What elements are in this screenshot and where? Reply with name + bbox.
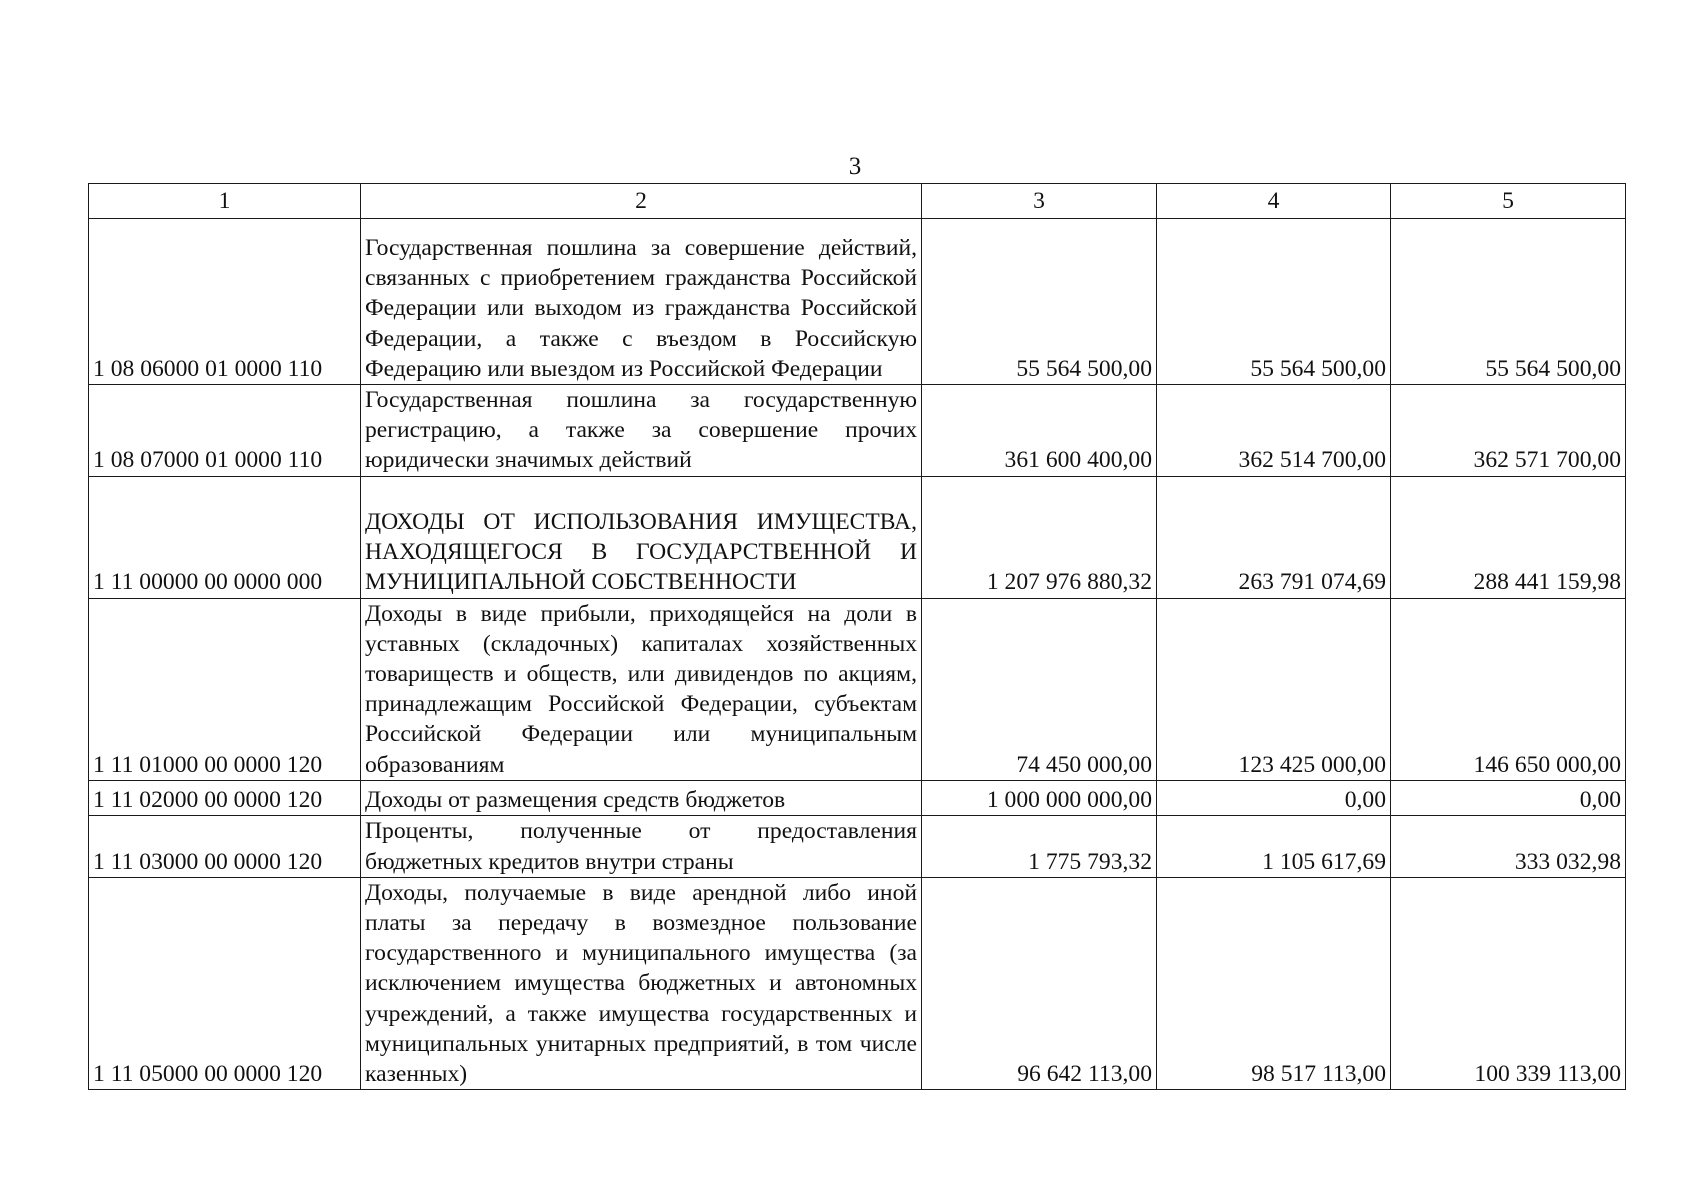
amount-col4: 55 564 500,00 (1157, 219, 1391, 385)
amount-col5: 0,00 (1391, 780, 1626, 815)
table-row (89, 219, 1626, 385)
budget-code: 1 11 02000 00 0000 120 (89, 780, 361, 815)
column-header-2: 2 (361, 184, 922, 219)
income-description: ДОХОДЫ ОТ ИСПОЛЬЗОВАНИЯ ИМУЩЕСТВА, НАХОДЯЩЕГОСЯ В ГОСУДАРСТВЕННОЙ И МУНИЦИПАЛЬНОЙ СОБСТВЕННОСТИ (361, 476, 922, 598)
column-header-4: 4 (1157, 184, 1391, 219)
income-description: Доходы от размещения средств бюджетов (361, 780, 922, 815)
amount-col3: 55 564 500,00 (922, 219, 1157, 385)
column-header-3: 3 (922, 184, 1157, 219)
amount-col5: 288 441 159,98 (1391, 476, 1626, 598)
budget-code: 1 11 03000 00 0000 120 (89, 815, 361, 877)
budget-code: 1 11 05000 00 0000 120 (89, 877, 361, 1089)
amount-col5: 362 571 700,00 (1391, 385, 1626, 477)
amount-col3: 361 600 400,00 (922, 385, 1157, 477)
amount-col4: 1 105 617,69 (1157, 815, 1391, 877)
table-row (89, 815, 1626, 877)
column-header-5: 5 (1391, 184, 1626, 219)
amount-col3: 1 000 000 000,00 (922, 780, 1157, 815)
income-description: Государственная пошлина за государственную регистрацию, а также за совершение прочих юридически значимых действий (361, 385, 922, 477)
income-description: Доходы в виде прибыли, приходящейся на доли в уставных (складочных) капиталах хозяйственных товариществ и обществ, или дивидендов по акциям, принадлежащим Российской Федерации, субъектам Российской Федерации или муниципальным образованиям (361, 598, 922, 780)
budget-code: 1 11 01000 00 0000 120 (89, 598, 361, 780)
amount-col5: 55 564 500,00 (1391, 219, 1626, 385)
amount-col3: 96 642 113,00 (922, 877, 1157, 1089)
table-row (89, 780, 1626, 815)
income-description: Проценты, полученные от предоставления бюджетных кредитов внутри страны (361, 815, 922, 877)
income-description: Государственная пошлина за совершение действий, связанных с приобретением гражданства Российской Федерации или выходом из гражданства Российской Федерации, а также с въездом в Российскую Федерацию или выездом из Российской Федерации (361, 219, 922, 385)
table-row (89, 385, 1626, 477)
amount-col4: 263 791 074,69 (1157, 476, 1391, 598)
amount-col5: 100 339 113,00 (1391, 877, 1626, 1089)
budget-code: 1 08 07000 01 0000 110 (89, 385, 361, 477)
amount-col4: 0,00 (1157, 780, 1391, 815)
revenue-table (88, 183, 1626, 1090)
amount-col3: 1 207 976 880,32 (922, 476, 1157, 598)
amount-col5: 146 650 000,00 (1391, 598, 1626, 780)
income-description: Доходы, получаемые в виде арендной либо иной платы за передачу в возмездное пользование государственного и муниципального имущества (за исключением имущества бюджетных и автономных учреждений, а также имущества государственных и муниципальных унитарных предприятий, в том числе казенных) (361, 877, 922, 1089)
page-number: 3 (848, 153, 862, 180)
column-header-1: 1 (89, 184, 361, 219)
table-row (89, 476, 1626, 598)
amount-col4: 362 514 700,00 (1157, 385, 1391, 477)
amount-col5: 333 032,98 (1391, 815, 1626, 877)
table-row (89, 598, 1626, 780)
budget-code: 1 11 00000 00 0000 000 (89, 476, 361, 598)
amount-col3: 1 775 793,32 (922, 815, 1157, 877)
amount-col4: 123 425 000,00 (1157, 598, 1391, 780)
amount-col3: 74 450 000,00 (922, 598, 1157, 780)
table-row (89, 877, 1626, 1089)
budget-code: 1 08 06000 01 0000 110 (89, 219, 361, 385)
header-row (89, 184, 1626, 219)
amount-col4: 98 517 113,00 (1157, 877, 1391, 1089)
